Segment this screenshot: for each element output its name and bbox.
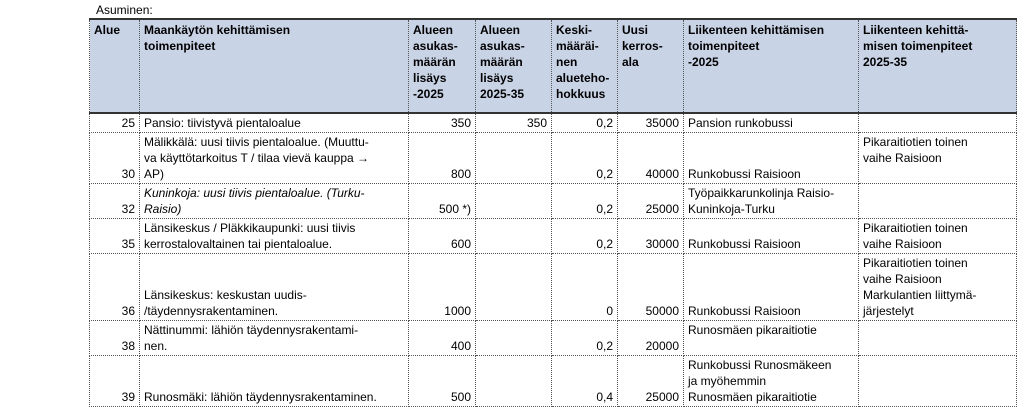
cell-liikenne-2035 [859, 184, 1017, 219]
cell-liikenne-2025: Runosmäen pikaraitiotie [684, 321, 859, 356]
cell-alue: 39 [90, 356, 140, 407]
table-row [90, 133, 1017, 184]
header-alue: Alue [90, 19, 140, 113]
header-liikenne-2035: Liikenteen kehittä- misen toimenpiteet 2025-35 [859, 19, 1017, 113]
cell-tehokkuus: 0,2 [552, 184, 618, 219]
cell-toimenpide: Pansio: tiivistyvä pientaloalue [140, 113, 409, 133]
cell-liikenne-2025: Runkobussi Raisioon [684, 254, 859, 321]
header-kerrosala: Uusi kerros- ala [618, 19, 684, 113]
cell-liikenne-2035 [859, 321, 1017, 356]
header-liikenne-2025: Liikenteen kehittämisen toimenpiteet -2025 [684, 19, 859, 113]
cell-lisays-2035: 350 [476, 113, 552, 133]
cell-tehokkuus: 0,2 [552, 133, 618, 184]
table-row [90, 356, 1017, 407]
table-row [90, 113, 1017, 133]
cell-toimenpide: Runosmäki: lähiön täydennysrakentaminen. [140, 356, 409, 407]
cell-tehokkuus: 0,2 [552, 321, 618, 356]
cell-toimenpide: Länsikeskus / Pläkkikaupunki: uusi tiivis kerrostalovaltainen tai pientaloalue. [140, 219, 409, 254]
cell-liikenne-2025: Runkobussi Raisioon [684, 133, 859, 184]
cell-liikenne-2035: Pikaraitiotien toinen vaihe Raisioon [859, 219, 1017, 254]
cell-lisays-2025: 600 [409, 219, 476, 254]
cell-liikenne-2035: Pikaraitiotien toinen vaihe Raisioon [859, 133, 1017, 184]
header-lisays-2035: Alueen asukas- määrän lisäys 2025-35 [476, 19, 552, 113]
cell-lisays-2025: 400 [409, 321, 476, 356]
cell-kerrosala: 40000 [618, 133, 684, 184]
cell-kerrosala: 25000 [618, 184, 684, 219]
cell-liikenne-2035 [859, 113, 1017, 133]
table-row [90, 254, 1017, 321]
cell-liikenne-2025: Työpaikkarunkolinja Raisio- Kuninkoja-Turku [684, 184, 859, 219]
cell-alue: 35 [90, 219, 140, 254]
cell-alue: 30 [90, 133, 140, 184]
cell-lisays-2025: 500 [409, 356, 476, 407]
cell-liikenne-2035 [859, 356, 1017, 407]
cell-alue: 25 [90, 113, 140, 133]
table-row [90, 219, 1017, 254]
header-row [90, 19, 1017, 113]
cell-toimenpide: Kuninkoja: uusi tiivis pientaloalue. (Turku- Raisio) [140, 184, 409, 219]
cell-kerrosala: 20000 [618, 321, 684, 356]
cell-lisays-2025: 500 *) [409, 184, 476, 219]
header-lisays-2025: Alueen asukas- määrän lisäys -2025 [409, 19, 476, 113]
cell-tehokkuus: 0 [552, 254, 618, 321]
cell-lisays-2035 [476, 356, 552, 407]
header-maankaytto: Maankäytön kehittämisen toimenpiteet [140, 19, 409, 113]
cell-tehokkuus: 0,4 [552, 356, 618, 407]
cell-lisays-2025: 800 [409, 133, 476, 184]
table-row [90, 321, 1017, 356]
cell-kerrosala: 35000 [618, 113, 684, 133]
cell-alue: 38 [90, 321, 140, 356]
header-tehokkuus: Keski- määräi- nen alueteho- hokkuus [552, 19, 618, 113]
cell-lisays-2025: 350 [409, 113, 476, 133]
table-row [90, 184, 1017, 219]
cell-kerrosala: 50000 [618, 254, 684, 321]
cell-alue: 32 [90, 184, 140, 219]
cell-toimenpide: Nättinummi: lähiön täydennysrakentami- nen. [140, 321, 409, 356]
cell-lisays-2035 [476, 254, 552, 321]
cell-lisays-2035 [476, 321, 552, 356]
cell-toimenpide: Mälikkälä: uusi tiivis pientaloalue. (Muuttu- va käyttötarkoitus T / tilaa vievä kauppa → AP) [140, 133, 409, 184]
cell-kerrosala: 25000 [618, 356, 684, 407]
cell-tehokkuus: 0,2 [552, 113, 618, 133]
cell-lisays-2025: 1000 [409, 254, 476, 321]
cell-lisays-2035 [476, 184, 552, 219]
cell-liikenne-2035: Pikaraitiotien toinen vaihe Raisioon Markulantien liittymä- järjestelyt [859, 254, 1017, 321]
cell-liikenne-2025: Runkobussi Raisioon [684, 219, 859, 254]
cell-liikenne-2025: Pansion runkobussi [684, 113, 859, 133]
cell-lisays-2035 [476, 219, 552, 254]
cell-kerrosala: 30000 [618, 219, 684, 254]
table-caption: Asuminen: [96, 3, 153, 17]
cell-lisays-2035 [476, 133, 552, 184]
cell-tehokkuus: 0,2 [552, 219, 618, 254]
cell-alue: 36 [90, 254, 140, 321]
housing-plan-table [89, 18, 1017, 407]
cell-liikenne-2025: Runkobussi Runosmäkeen ja myöhemmin Runosmäen pikaraitiotie [684, 356, 859, 407]
cell-toimenpide: Länsikeskus: keskustan uudis- /täydennysrakentaminen. [140, 254, 409, 321]
